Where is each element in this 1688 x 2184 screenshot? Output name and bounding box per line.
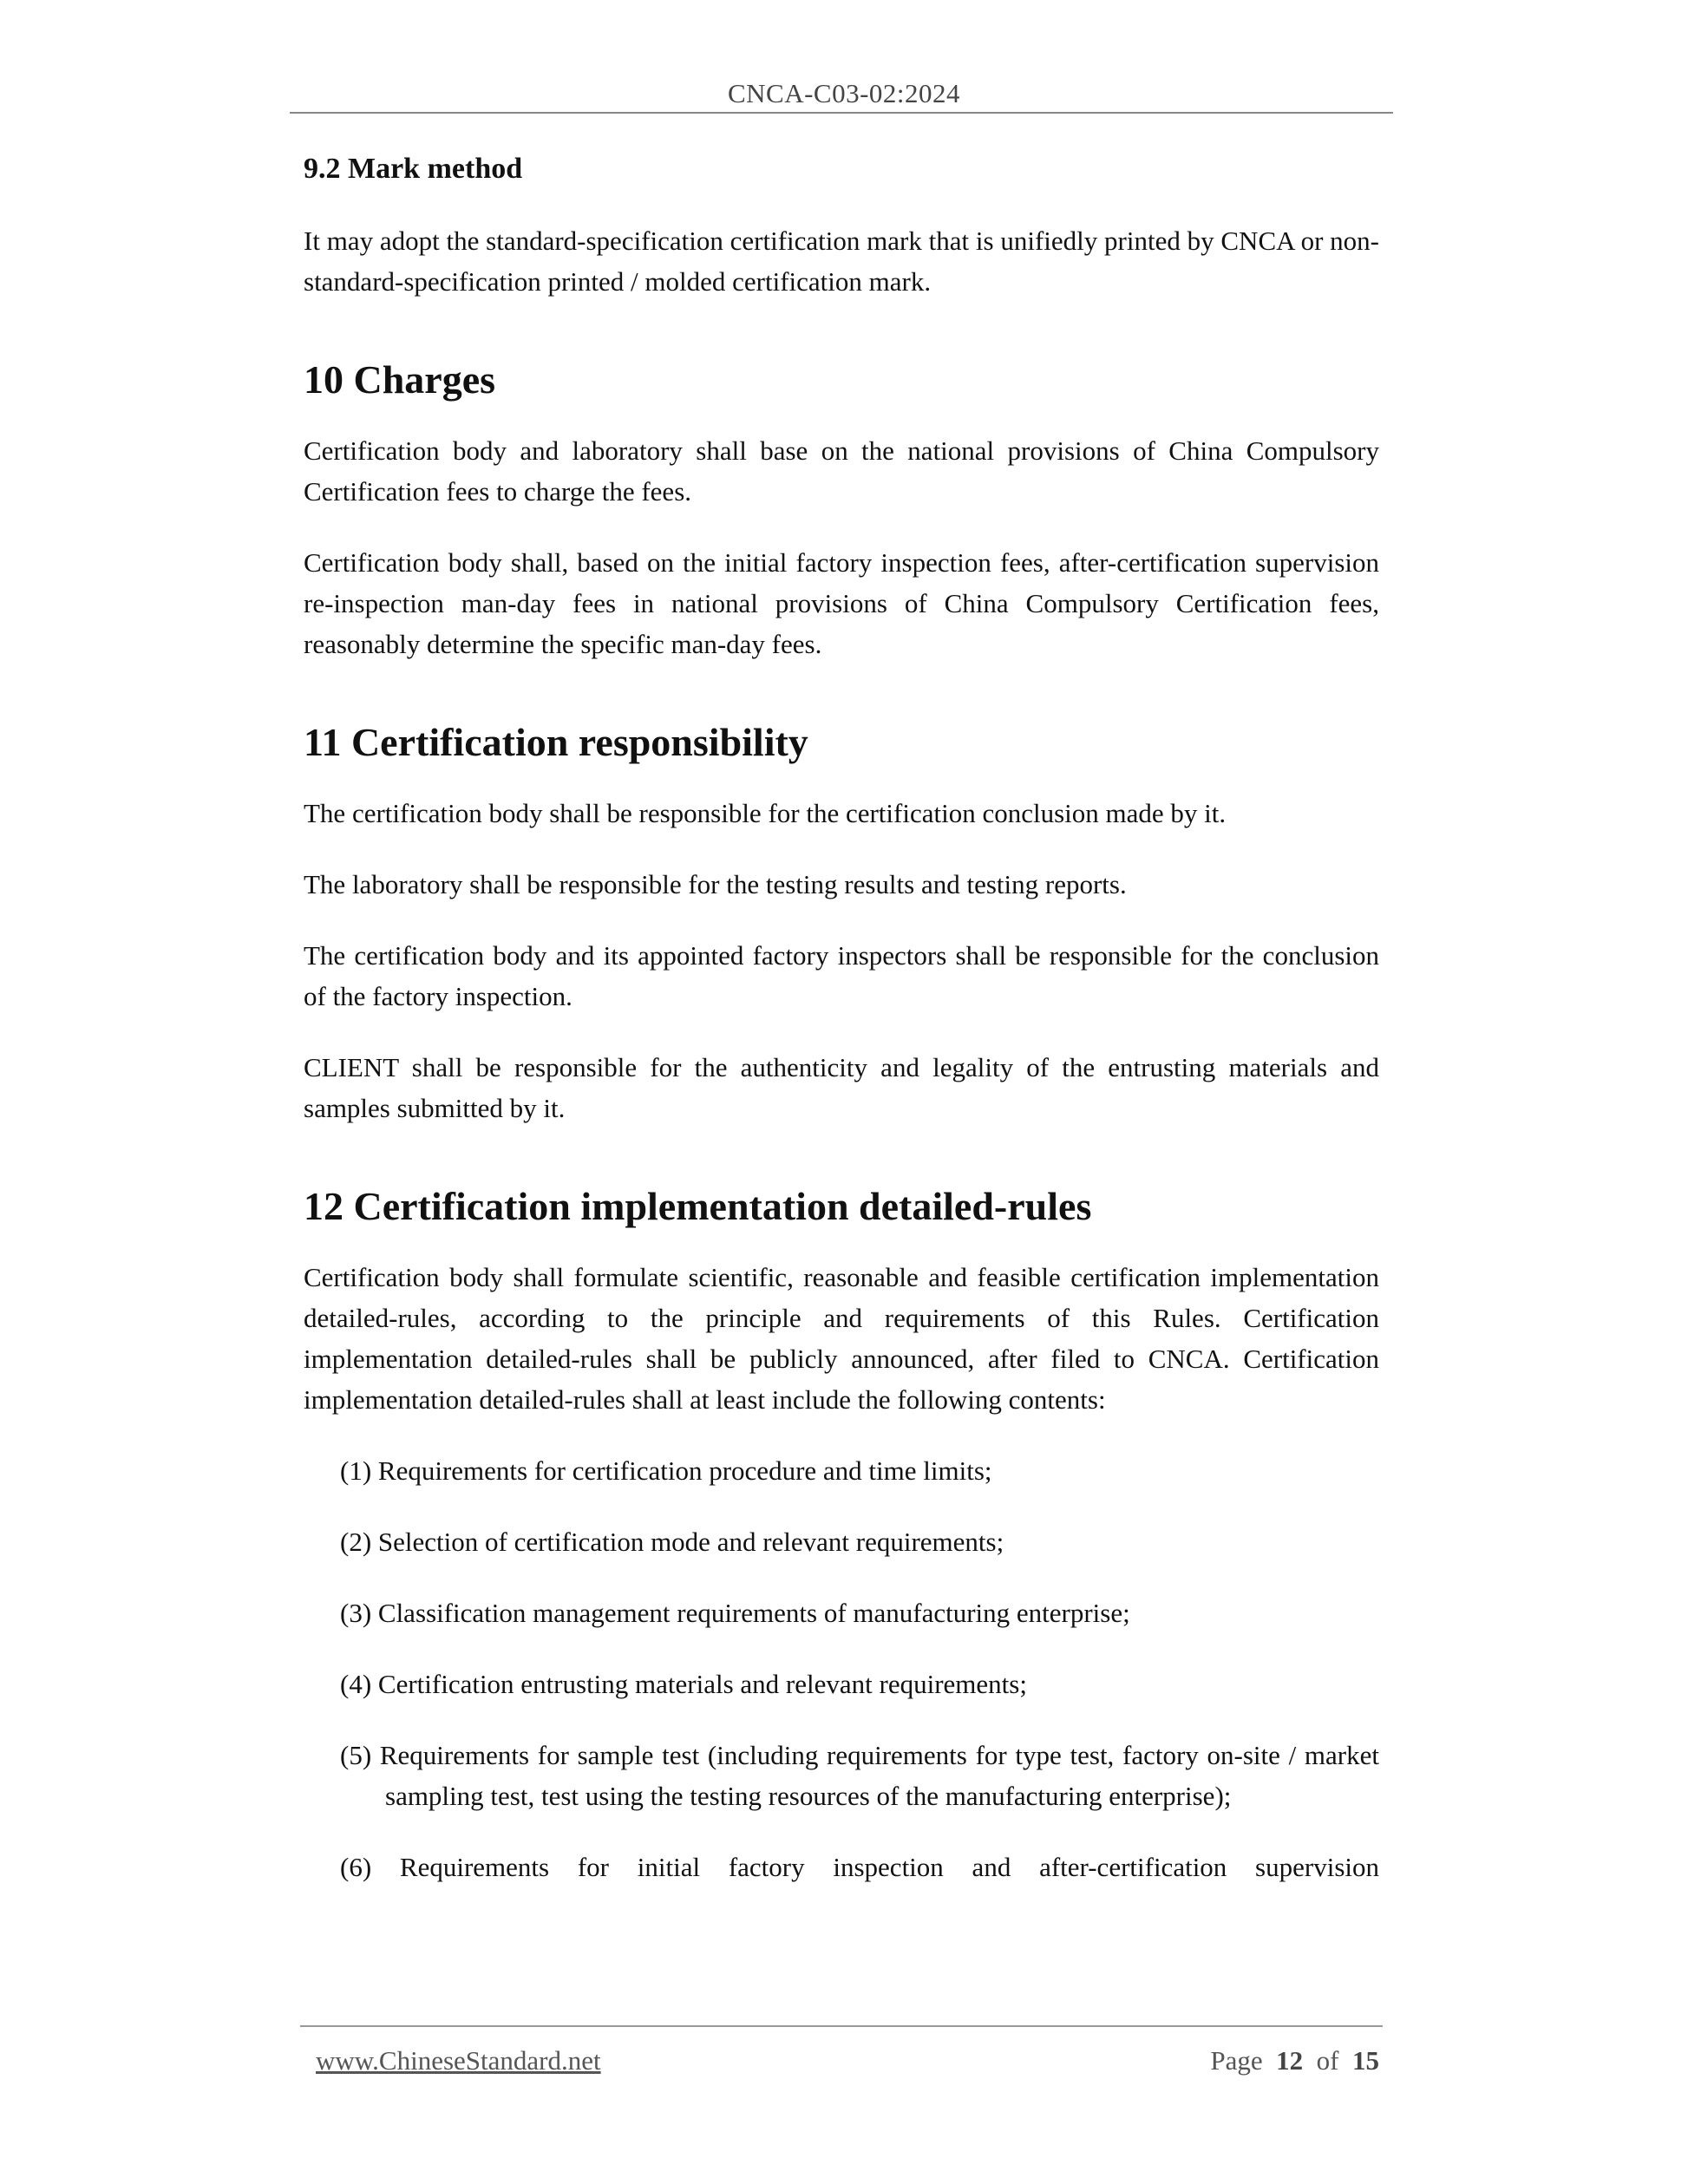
website-link[interactable]: www.ChineseStandard.net bbox=[316, 2045, 601, 2076]
total-pages-number: 15 bbox=[1352, 2045, 1379, 2076]
section-11-paragraph-3: The certification body and its appointed factory inspectors shall be responsible for the conclusion of the factory inspection. bbox=[304, 940, 1379, 1011]
page-indicator bbox=[1210, 2045, 1379, 2076]
section-11-paragraph-1: The certification body shall be responsible for the certification conclusion made by it. bbox=[304, 798, 1227, 828]
list-item: (2) Selection of certification mode and relevant requirements; bbox=[340, 1527, 1004, 1557]
current-page-number: 12 bbox=[1276, 2045, 1304, 2076]
section-11-paragraph-4: CLIENT shall be responsible for the authenticity and legality of the entrusting materials and samples submitted by it. bbox=[304, 1052, 1379, 1123]
list-item: (4) Certification entrusting materials and relevant requirements; bbox=[340, 1669, 1027, 1699]
page-label: Page bbox=[1210, 2045, 1263, 2076]
section-12-heading: 12 Certification implementation detailed-rules bbox=[304, 1184, 1092, 1228]
list-item: (3) Classification management requirements of manufacturing enterprise; bbox=[340, 1598, 1130, 1628]
header-divider bbox=[290, 112, 1393, 114]
section-10-paragraph-1: Certification body and laboratory shall base on the national provisions of China Compulsory Certification fees to charge the fees. bbox=[304, 435, 1379, 507]
section-11-paragraph-2: The laboratory shall be responsible for the testing results and testing reports. bbox=[304, 869, 1127, 899]
section-11-heading: 11 Certification responsibility bbox=[304, 720, 808, 764]
section-12-paragraph-1: Certification body shall formulate scientific, reasonable and feasible certification implementation detailed-rules, according to the principle and requirements of this Rules. Certification implementation detailed-rules shall be publicly announced, after filed to CNCA. Certification implementation detailed-rules shall at least include the following contents: bbox=[304, 1262, 1379, 1415]
document-code-header: CNCA-C03-02:2024 bbox=[727, 78, 961, 108]
page-content bbox=[304, 130, 1379, 1918]
section-9-2-heading: 9.2 Mark method bbox=[304, 153, 523, 185]
section-9-2-paragraph-1: It may adopt the standard-specification certification mark that is unifiedly printed by CNCA or non-standard-specification printed / molded certification mark. bbox=[304, 226, 1379, 297]
section-10-paragraph-2: Certification body shall, based on the initial factory inspection fees, after-certification supervision re-inspection man-day fees in national provisions of China Compulsory Certification fees, reasonably determine the specific man-day fees. bbox=[304, 547, 1379, 659]
footer-divider bbox=[300, 2025, 1383, 2027]
of-label: of bbox=[1316, 2045, 1339, 2076]
list-item: (6) Requirements for initial factory inspection and after-certification supervision bbox=[340, 1852, 1379, 1882]
section-10-heading: 10 Charges bbox=[304, 357, 496, 402]
list-item: (5) Requirements for sample test (including requirements for type test, factory on-site / market sampling test, test using the testing resources of the manufacturing enterprise); bbox=[340, 1740, 1379, 1811]
list-item: (1) Requirements for certification procedure and time limits; bbox=[340, 1455, 992, 1486]
section-12-requirements-list bbox=[304, 1450, 1379, 1887]
